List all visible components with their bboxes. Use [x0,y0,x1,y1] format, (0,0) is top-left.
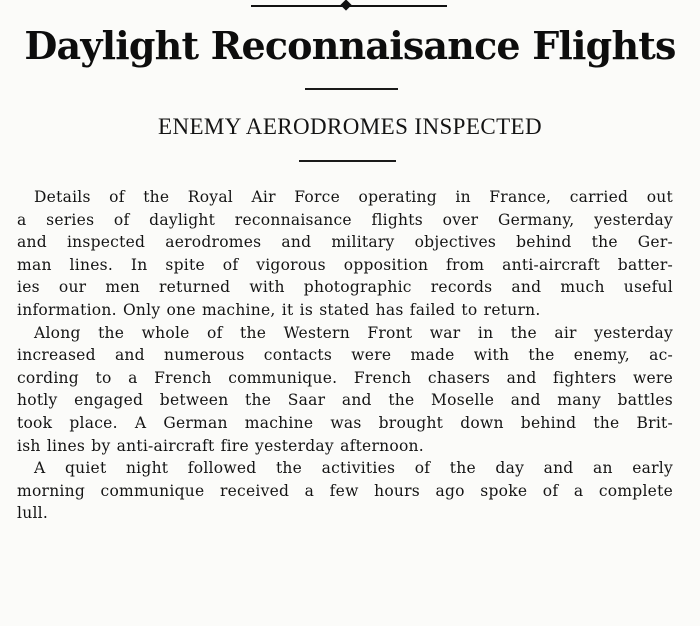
text-line: increased and numerous contacts were made with the enemy, ac- [17,346,673,365]
text-line: ies our men returned with photographic records and much useful [17,278,673,297]
text-line: man lines. In spite of vigorous opposition from anti-aircraft batter- [17,255,673,274]
text-line: lull. [17,504,49,523]
text-line: took place. A German machine was brought down behind the Brit- [17,413,673,432]
text-line: hotly engaged between the Saar and the Moselle and many battles [17,391,673,410]
text-line: A quiet night followed the activities of the day and an early [34,459,673,478]
text-line: Details of the Royal Air Force operating in France, carried out [34,188,673,206]
text-line: ish lines by anti-aircraft fire yesterday afternoon. [17,436,424,455]
subheadline-divider [299,160,396,162]
article-body [17,186,673,525]
paragraph-2 [17,322,673,458]
text-line: a series of daylight reconnaisance flights over Germany, yesterday [17,210,673,229]
headline-divider [305,88,398,90]
headline: Daylight Reconnaisance Flights [24,23,676,68]
text-line: Along the whole of the Western Front war in the air yesterday [34,323,673,342]
text-line: and inspected aerodromes and military objectives behind the Ger- [17,233,673,252]
paragraph-3 [17,457,673,525]
text-line: information. Only one machine, it is stated has failed to return. [17,300,541,319]
text-line: cording to a French communique. French chasers and fighters were [17,368,673,387]
subheadline: ENEMY AERODROMES INSPECTED [158,114,542,139]
diamond-ornament-icon [340,0,351,11]
paragraph-1 [17,186,673,322]
text-line: morning communique received a few hours ago spoke of a complete [17,481,673,500]
